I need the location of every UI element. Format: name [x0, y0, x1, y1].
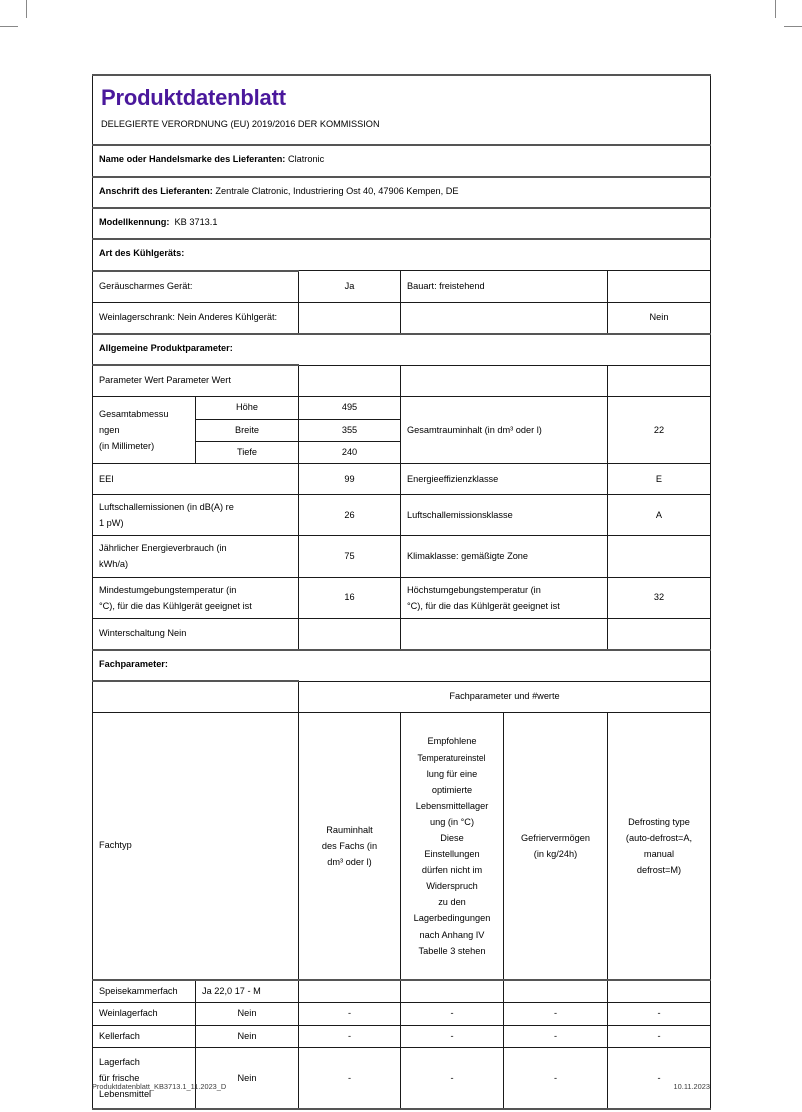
compartment-col-freeze-line2: (in kg/24h)	[533, 849, 578, 860]
annual-energy-value: 75	[299, 536, 401, 577]
table-row	[93, 1025, 711, 1047]
compartment-type-kellerfach: Kellerfach	[93, 1025, 196, 1047]
dimension-depth-value: 240	[299, 441, 401, 463]
general-parameters-header-row	[93, 365, 711, 397]
crop-mark-top-right-horizontal	[784, 26, 802, 27]
compartment-col-temp-line10: Widerspruch	[426, 881, 478, 892]
model-row	[93, 208, 711, 239]
crop-mark-top-left-horizontal	[0, 26, 18, 27]
max-temp-label-line2: °C), für die das Kühlgerät geeignet ist	[407, 600, 560, 611]
noise-label-line1: Luftschallemissionen (in dB(A) re	[99, 502, 234, 513]
min-temp-label-line2: °C), für die das Kühlgerät geeignet ist	[99, 600, 252, 611]
regulation-subtitle: DELEGIERTE VERORDNUNG (EU) 2019/2016 DER KOMMISSION	[101, 119, 380, 130]
compartment-col-temp-line14: Tabelle 3 stehen	[418, 945, 486, 956]
compartment-defrost-kellerfach: -	[608, 1025, 711, 1047]
compartment-section-row	[93, 650, 711, 681]
compartment-volume-weinlagerfach: -	[299, 1003, 401, 1025]
compartment-col-temp-line11: zu den	[438, 897, 466, 908]
model-cell	[93, 208, 711, 239]
low-noise-value: Ja	[299, 271, 401, 303]
compartment-col-temp-line9: dürfen nicht im	[421, 865, 483, 876]
build-type-label: Bauart: freistehend	[401, 271, 608, 303]
dimension-width-label: Breite	[196, 419, 299, 441]
compartment-col-freeze-line1: Gefriervermögen	[521, 833, 590, 843]
annual-energy-label-cell	[93, 536, 299, 577]
compartment-col-type: Fachtyp	[93, 713, 299, 981]
dimension-height-label: Höhe	[196, 397, 299, 419]
compartment-present-weinlagerfach: Nein	[196, 1003, 299, 1025]
compartment-temp-lagerfach: -	[401, 1048, 504, 1110]
total-volume-label: Gesamtrauminhalt (in dm³ oder l)	[401, 397, 608, 464]
min-temp-label-line1: Mindestumgebungstemperatur (in	[99, 584, 237, 595]
compartment-volume-lagerfach: -	[299, 1048, 401, 1110]
compartment-defrost-weinlagerfach: -	[608, 1003, 711, 1025]
table-row	[93, 1048, 711, 1110]
noise-label-line2: 1 pW)	[99, 518, 124, 529]
compartment-col-defrost-line3: manual	[643, 849, 675, 860]
compartment-volume-speisekammerfach	[299, 980, 401, 1003]
page-footer	[92, 1082, 710, 1091]
supplier-address-value: Zentrale Clatronic, Industriering Ost 40, 47906 Kempen, DE	[215, 185, 459, 196]
energy-class-label: Energieeffizienzklasse	[401, 464, 608, 495]
product-fiche-sheet	[92, 74, 710, 1110]
noise-value: 26	[299, 495, 401, 536]
noise-class-label: Luftschallemissionsklasse	[401, 495, 608, 536]
dimensions-label-line1: Gesamtabmessu	[99, 409, 169, 420]
energy-class-value: E	[608, 464, 711, 495]
max-temp-label-line1: Höchstumgebungstemperatur (in	[407, 584, 541, 595]
general-parameters-header-label: Parameter Wert Parameter Wert	[93, 365, 299, 397]
dimension-depth-label: Tiefe	[196, 441, 299, 463]
crop-mark-top-right-vertical	[775, 0, 776, 18]
supplier-address-label: Anschrift des Lieferanten:	[99, 185, 213, 196]
compartment-overflow-speisekammerfach: Ja 22,0 17 - M	[196, 980, 299, 1003]
dimensions-label-line3: (in Millimeter)	[99, 441, 155, 452]
compartment-temp-weinlagerfach: -	[401, 1003, 504, 1025]
compartment-col-temp-line8: Einstellungen	[424, 849, 480, 860]
wine-storage-label-cell	[93, 302, 299, 334]
winter-setting-label: Winterschaltung Nein	[93, 618, 299, 650]
compartment-col-temp-line12: Lagerbedingungen	[413, 913, 491, 924]
general-parameters-section-row	[93, 334, 711, 365]
wine-storage-mid	[299, 302, 401, 334]
compartment-col-temp-line6: ung (in °C)	[429, 816, 474, 827]
dimension-width-value: 355	[299, 419, 401, 441]
annual-energy-label-line2: kWh/a)	[99, 559, 129, 570]
compartment-column-header-row	[93, 713, 711, 981]
compartment-col-temp-line2: Temperatureinstel	[418, 752, 486, 763]
wine-storage-label: Weinlagerschrank: Nein Anderes Kühlgerät:	[99, 312, 278, 323]
appliance-type-section-label: Art des Kühlgeräts:	[93, 239, 711, 270]
crop-mark-top-left-vertical	[26, 0, 27, 18]
general-parameters-section-label: Allgemeine Produktparameter:	[93, 334, 711, 365]
min-temp-label-cell	[93, 577, 299, 618]
max-temp-value: 32	[608, 577, 711, 618]
table-row	[93, 1003, 711, 1025]
compartment-col-temp	[401, 713, 504, 981]
wine-storage-blank	[401, 302, 608, 334]
compartment-temp-kellerfach: -	[401, 1025, 504, 1047]
title-cell	[93, 75, 711, 145]
compartment-type-lagerfach-line1: Lagerfach	[99, 1057, 140, 1068]
compartment-type-weinlagerfach: Weinlagerfach	[93, 1003, 196, 1025]
page-title: Produktdatenblatt	[101, 85, 286, 110]
supplier-name-value: Clatronic	[287, 154, 325, 165]
wine-storage-row	[93, 302, 711, 334]
dimensions-label-line2: ngen	[99, 425, 120, 436]
noise-label-cell	[93, 495, 299, 536]
compartment-volume-kellerfach: -	[299, 1025, 401, 1047]
eei-value: 99	[299, 464, 401, 495]
climate-class-value	[608, 536, 711, 577]
eei-row	[93, 464, 711, 495]
compartment-col-temp-line1: Empfohlene	[427, 736, 477, 747]
compartment-col-defrost	[608, 713, 711, 981]
compartment-freeze-kellerfach: -	[504, 1025, 608, 1047]
compartment-present-lagerfach: Nein	[196, 1048, 299, 1110]
compartment-col-temp-line5: Lebensmittellager	[415, 800, 489, 811]
min-temp-value: 16	[299, 577, 401, 618]
noise-class-value: A	[608, 495, 711, 536]
build-type-value	[608, 271, 711, 303]
dimension-height-value: 495	[299, 397, 401, 419]
compartment-col-temp-line7: Diese	[440, 833, 464, 843]
compartment-freeze-lagerfach: -	[504, 1048, 608, 1110]
supplier-name-row	[93, 145, 711, 176]
ambient-temp-row	[93, 577, 711, 618]
compartment-defrost-lagerfach: -	[608, 1048, 711, 1110]
annual-energy-row	[93, 536, 711, 577]
compartment-group-header: Fachparameter und #werte	[299, 681, 711, 713]
compartment-type-lagerfach	[93, 1048, 196, 1110]
low-noise-label: Geräuscharmes Gerät:	[93, 271, 299, 303]
climate-class-label: Klimaklasse: gemäßigte Zone	[401, 536, 608, 577]
eei-label: EEI	[93, 464, 299, 495]
compartment-col-temp-line4: optimierte	[431, 784, 473, 795]
compartment-col-volume-line3: dm³ oder l)	[327, 857, 372, 868]
compartment-freeze-speisekammerfach	[504, 980, 608, 1003]
compartment-col-temp-line3: lung für eine	[426, 768, 478, 779]
supplier-address-cell	[93, 177, 711, 208]
general-parameters-header-c2	[299, 365, 401, 397]
product-fiche-table	[92, 74, 711, 1110]
noise-row	[93, 495, 711, 536]
compartment-defrost-speisekammerfach	[608, 980, 711, 1003]
compartment-temp-speisekammerfach	[401, 980, 504, 1003]
compartment-type-lagerfach-line2: für frische	[99, 1073, 140, 1084]
table-row	[93, 980, 711, 1003]
winter-setting-c4	[608, 618, 711, 650]
compartment-col-volume-line2: des Fachs (in	[321, 841, 378, 852]
compartment-col-defrost-line1: Defrosting type	[628, 816, 690, 827]
title-row	[93, 75, 711, 145]
model-value: KB 3713.1	[174, 217, 218, 228]
compartment-col-defrost-line2: (auto-defrost=A,	[625, 833, 693, 843]
footer-document-id: Produktdatenblatt_KB3713.1_11.2023_D	[92, 1082, 227, 1091]
general-parameters-header-c4	[608, 365, 711, 397]
wine-storage-value: Nein	[608, 302, 711, 334]
dimension-height-row	[93, 397, 711, 419]
compartment-col-freeze	[504, 713, 608, 981]
compartment-group-header-row	[93, 681, 711, 713]
winter-setting-row	[93, 618, 711, 650]
winter-setting-c2	[299, 618, 401, 650]
max-temp-label-cell	[401, 577, 608, 618]
supplier-address-row	[93, 177, 711, 208]
low-noise-row	[93, 271, 711, 303]
supplier-name-cell	[93, 145, 711, 176]
model-label: Modellkennung:	[99, 217, 170, 228]
total-volume-value: 22	[608, 397, 711, 464]
footer-date: 10.11.2023	[673, 1082, 710, 1091]
compartment-section-label: Fachparameter:	[93, 650, 711, 681]
compartment-col-volume-line1: Rauminhalt	[326, 824, 373, 835]
supplier-name-label: Name oder Handelsmarke des Lieferanten:	[99, 154, 286, 165]
compartment-present-kellerfach: Nein	[196, 1025, 299, 1047]
compartment-col-temp-line13: nach Anhang IV	[419, 929, 485, 940]
dimensions-label-cell	[93, 397, 196, 464]
compartment-col-volume	[299, 713, 401, 981]
winter-setting-c3	[401, 618, 608, 650]
annual-energy-label-line1: Jährlicher Energieverbrauch (in	[99, 543, 227, 554]
general-parameters-header-c3	[401, 365, 608, 397]
appliance-type-section-row	[93, 239, 711, 270]
compartment-type-speisekammerfach: Speisekammerfach	[93, 980, 196, 1003]
compartment-freeze-weinlagerfach: -	[504, 1003, 608, 1025]
compartment-col-defrost-line4: defrost=M)	[636, 865, 682, 876]
compartment-type-lagerfach-line3: Lebensmittel	[99, 1089, 152, 1100]
compartment-group-header-blank	[93, 681, 299, 713]
